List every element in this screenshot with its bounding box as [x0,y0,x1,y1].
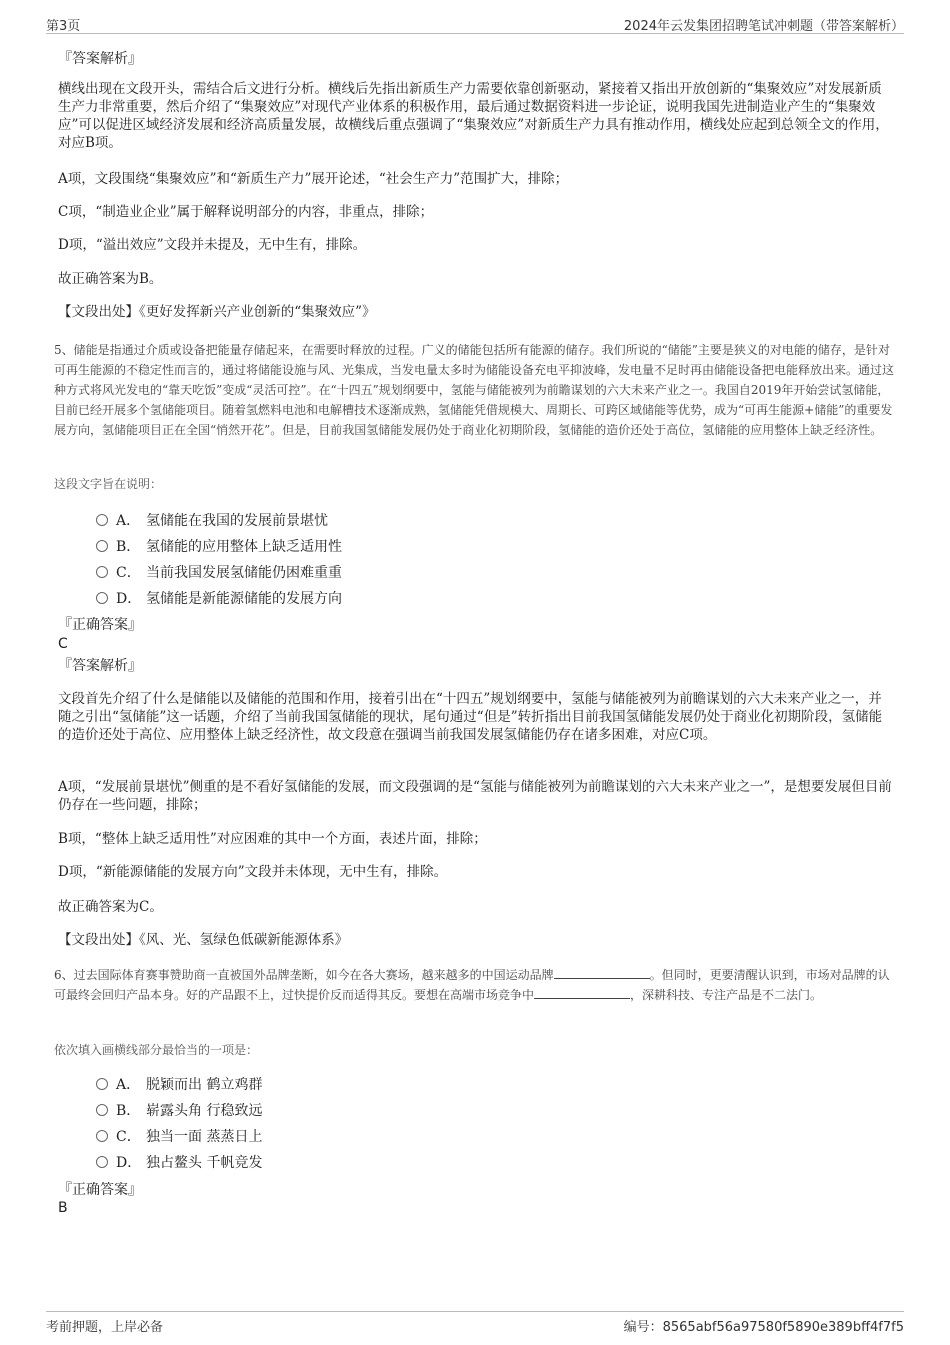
question-6-text: 6、过去国际体育赛事赞助商一直被国外品牌垄断，如今在各大赛场，越来越多的中国运动品牌 。但同时，更要清醒认识到，市场对品牌的认可最终会回归产品本身。好的产品跟不上，过快提价反而适得其反。要想在高端市场竞争中 ，深耕科技、专注产品是不二法门。 [54,968,890,1002]
q5-option-b[interactable]: B． 氢储能的应用整体上缺乏适用性 [96,538,342,556]
q5-option-c[interactable]: C． 当前我国发展氢储能仍困难重重 [96,564,342,582]
final-answer: 故正确答案为B。 [58,271,163,287]
page-footer [46,1311,904,1340]
analysis-option-d: D项，“溢出效应”文段并未提及，无中生有，排除。 [58,237,367,253]
radio-icon[interactable] [96,514,108,526]
correct-answer-label: 『正确答案』 [58,617,142,633]
analysis-text: 横线出现在文段开头，需结合后文进行分析。横线后先指出新质生产力需要依靠创新驱动，紧接着又指出开放创新的“集聚效应”对发展新质生产力非常重要，然后介绍了“集聚效应”对现代产业体系的积极作用，最后通过数据资料进一步论证，说明我国先进制造业产生的“集聚效应”可以促进区域经济发展和经济高质量发展，故横线后重点强调了“集聚效应”对新质生产力具有推动作用，横线处应起到总领全文的作用，对应B项。 [58,81,889,151]
footer-slogan: 考前押题，上岸必备 [46,1320,164,1335]
analysis-option-c: C项，“制造业企业”属于解释说明部分的内容，非重点，排除； [58,204,434,220]
source: 【文段出处】《风、光、氢绿色低碳新能源体系》 [58,932,349,948]
correct-answer-label: 『正确答案』 [58,1182,142,1198]
radio-icon[interactable] [96,540,108,552]
radio-icon[interactable] [96,566,108,578]
radio-icon[interactable] [96,1078,108,1090]
radio-icon[interactable] [96,592,108,604]
page-number: 第3页 [46,19,81,34]
analysis-option-d: D项，“新能源储能的发展方向”文段并未体现，无中生有，排除。 [58,864,448,880]
question-5-prompt: 这段文字旨在说明： [54,477,163,491]
document-title: 2024年云发集团招聘笔试冲刺题（带答案解析） [623,19,904,34]
radio-icon[interactable] [96,1104,108,1116]
correct-answer: B [58,1200,68,1216]
q6-option-a[interactable]: A． 脱颖而出 鹤立鸡群 [96,1076,262,1094]
radio-icon[interactable] [96,1130,108,1142]
document-id: 编号：8565abf56a97580f5890e389bff4f7f5 [623,1320,904,1335]
q5-option-a[interactable]: A． 氢储能在我国的发展前景堪忧 [96,512,328,530]
correct-answer: C [58,636,68,652]
analysis-label: 『答案解析』 [58,658,142,674]
analysis-text: 文段首先介绍了什么是储能以及储能的范围和作用，接着引出在“十四五”规划纲要中，氢能与储能被列为前瞻谋划的六大未来产业之一，并随之引出“氢储能”这一话题，介绍了当前我国氢储能的现状，尾句通过“但是”转折指出目前我国氢储能发展仍处于商业化初期阶段，氢储能的造价还处于高位、应用整体上缺乏经济性，故文段意在强调当前我国发展氢储能仍存在诸多困难，对应C项。 [58,691,883,743]
analysis-option-a: A项，文段围绕“集聚效应”和“新质生产力”展开论述，“社会生产力”范围扩大，排除； [58,171,569,187]
question-5-text: 5、储能是指通过介质或设备把能量存储起来，在需要时释放的过程。广义的储能包括所有能源的储存。我们所说的“储能”主要是狭义的对电能的储存，是针对可再生能源的不稳定性而言的，通过将储能设施与风、光集成，当发电量太多时为储能设备充电平抑波峰，发电量不足时再由储能设备把电能释放出来。通过这种方式将风光发电的“靠天吃饭”变成“灵活可控”。在“十四五”规划纲要中，氢能与储能被列为前瞻谋划的六大未来产业之一。我国自2019年开始尝试氢储能，目前已经开展多个氢储能项目。随着氢燃料电池和电解槽技术逐渐成熟，氢储能凭借规模大、周期长、可跨区域储能等优势，成为“可再生能源+储能”的重要发展方向，氢储能项目正在全国“悄然开花”。但是，目前我国氢储能发展仍处于商业化初期阶段，氢储能的造价还处于高位，氢储能的应用整体上缺乏经济性。 [54,343,895,437]
radio-icon[interactable] [96,1156,108,1168]
question-6-prompt: 依次填入画横线部分最恰当的一项是： [54,1043,259,1057]
analysis-option-a: A项，“发展前景堪忧”侧重的是不看好氢储能的发展，而文段强调的是“氢能与储能被列为前瞻谋划的六大未来产业之一”，是想要发展但目前仍存在一些问题，排除； [58,779,892,813]
q5-option-d[interactable]: D． 氢储能是新能源储能的发展方向 [96,590,342,608]
analysis-label: 『答案解析』 [58,51,142,67]
blank-2 [534,987,630,999]
analysis-option-b: B项，“整体上缺乏适用性”对应困难的其中一个方面，表述片面，排除； [58,831,487,847]
blank-1 [554,967,650,979]
q6-option-c[interactable]: C． 独当一面 蒸蒸日上 [96,1128,262,1146]
page-header [46,13,904,34]
q6-option-d[interactable]: D． 独占鳌头 千帆竞发 [96,1154,262,1172]
q6-option-b[interactable]: B． 崭露头角 行稳致远 [96,1102,262,1120]
final-answer: 故正确答案为C。 [58,899,163,915]
source: 【文段出处】《更好发挥新兴产业创新的“集聚效应”》 [58,304,376,320]
